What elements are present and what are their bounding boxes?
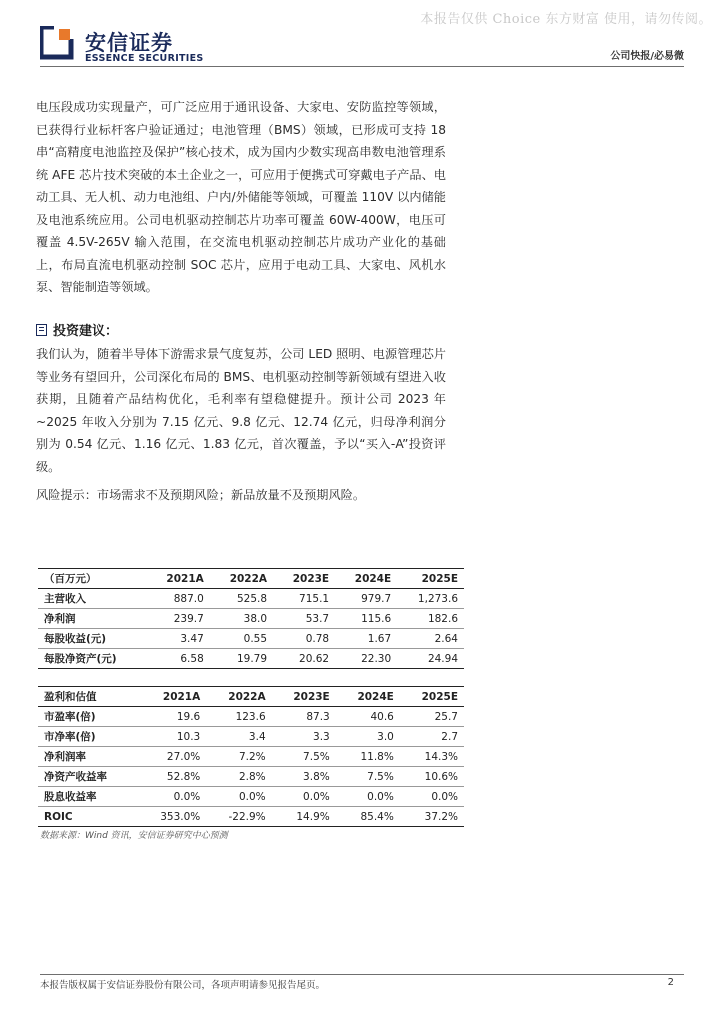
table-header-cell: 2021A [166,572,204,585]
table-row [38,767,464,787]
table-header-cell: （百万元） [44,573,97,585]
table-cell: 40.6 [370,710,394,723]
page-number: 2 [667,977,674,988]
table-cell: 19.6 [176,710,201,723]
table-cell: 3.47 [180,632,204,645]
table-cell: 52.8% [166,770,201,783]
table-header-row [38,569,464,589]
row-label: 主营收入 [44,593,86,605]
table-cell: 24.94 [427,652,458,665]
table-cell: 7.5% [367,770,394,783]
table-cell: 19.79 [236,652,268,665]
row-label: 市盈率(倍) [44,711,96,723]
body-paragraph-1: 电压段成功实现量产，可广泛应用于通讯设备、大家电、安防监控等领域，已获得行业标杆客户验证通过；电池管理（BMS）领域，已形成可支持 18 串“高精度电池监控及保护”核心技术，成为国内少数实现高串数电池管理系统 AFE 芯片技术突破的本土企业之一，可应用于便携式可穿戴电子产品、电动工具、无人机、动力电池组、户内/外储能等领域，可覆盖 110V 以内储能及电池系统应用。公司电机驱动控制芯片功率可覆盖 60W-400W，电压可覆盖 4.5V-265V 输入范围，在交流电机驱动控制芯片成功产业化的基础上，布局直流电机驱动控制 SOC 芯片，应用于电动工具、大家电、风机水泵、智能制造等领域。 [36,100,446,294]
row-label: 市净率(倍) [44,731,96,743]
table-cell: 2.64 [434,632,458,645]
table-cell: 10.3 [176,730,201,743]
row-label: 每股收益(元) [44,633,107,645]
brand-logo [40,26,260,66]
brand-name-en: ESSENCE SECURITIES [85,53,204,64]
table-cell: 7.2% [238,750,266,763]
table-cell: 11.8% [360,750,394,763]
table-cell: 27.0% [166,750,201,763]
header-divider [40,66,684,67]
table-header-cell: 2023E [292,572,330,585]
table-cell: 979.7 [361,592,392,605]
brand-logo-icon [40,26,76,62]
table-cell: 2.7 [441,730,458,743]
report-type: 公司快报/必易微 [610,51,684,62]
table-cell: 3.8% [303,770,330,783]
table-cell: 85.4% [360,810,394,823]
table-row [38,787,464,807]
table-cell: 53.7 [305,612,330,625]
table-cell: 2.8% [238,770,266,783]
row-label: 净利润率 [44,751,86,763]
table-cell: 0.0% [238,790,266,803]
table-cell: 0.55 [243,632,268,645]
table-cell: 20.62 [299,652,330,665]
table-header-cell: 2025E [421,690,458,703]
data-source-note: 数据来源：Wind 资讯，安信证券研究中心预测 [40,831,228,841]
table-row [38,747,464,767]
table-cell: 0.0% [303,790,330,803]
table-cell: -22.9% [228,810,266,823]
table-cell: 7.5% [303,750,330,763]
table-row [38,609,464,629]
watermark: 本报告仅供 Choice 东方财富 使用，请勿传阅。 [420,12,712,27]
table-row [38,807,464,827]
table-header-cell: 2023E [293,690,330,703]
table-cell: 1.67 [367,632,392,645]
risk-paragraph: 风险提示：市场需求不及预期风险；新品放量不及预期风险。 [36,488,366,502]
table-cell: 715.1 [299,592,330,605]
table-header-cell: 2025E [421,572,458,585]
table-cell: 3.4 [248,730,266,743]
table-cell: 3.3 [313,730,330,743]
table-cell: 353.0% [160,810,201,823]
table-cell: 87.3 [306,710,330,723]
table-header-cell: 2021A [162,690,201,703]
table-cell: 887.0 [173,592,204,605]
row-label: 净资产收益率 [44,771,107,783]
table-cell: 25.7 [434,710,458,723]
table-header-row [38,687,464,707]
table-cell: 239.7 [173,612,204,625]
table-cell: 10.6% [424,770,458,783]
table-cell: 182.6 [427,612,458,625]
table-cell: 37.2% [424,810,458,823]
table-row [38,727,464,747]
table-cell: 1,273.6 [417,592,458,605]
row-label: ROIC [44,810,73,823]
table-row [38,629,464,649]
section-list-icon [36,324,47,336]
table-cell: 0.0% [431,790,458,803]
table-row [38,707,464,727]
brand-name-cn: 安信证券 [85,31,173,55]
section-heading [36,320,118,339]
footer-disclaimer: 本报告版权属于安信证券股份有限公司，各项声明请参见报告尾页。 [40,980,326,991]
table-header-cell: 盈利和估值 [44,691,97,703]
table-cell: 14.3% [424,750,458,763]
table-row [38,649,464,669]
table-cell: 3.0 [377,730,394,743]
row-label: 股息收益率 [44,791,97,803]
table-header-cell: 2022A [228,690,266,703]
table-cell: 6.58 [180,652,204,665]
row-label: 每股净资产(元) [44,653,117,665]
financial-table [38,568,464,669]
table-cell: 115.6 [361,612,392,625]
table-header-cell: 2024E [357,690,394,703]
table-cell: 123.6 [235,710,266,723]
row-label: 净利润 [44,613,76,625]
table-cell: 22.30 [361,652,392,665]
footer-divider [40,974,684,975]
table-header-cell: 2024E [354,572,392,585]
table-cell: 525.8 [236,592,268,605]
table-row [38,589,464,609]
investment-paragraph: 我们认为，随着半导体下游需求景气度复苏，公司 LED 照明、电源管理芯片等业务有望回升，公司深化布局的 BMS、电机驱动控制等新领域有望进入收获期，且随着产品结构优化，毛利率有望稳健提升。预计公司 2023 年~2025 年收入分别为 7.15 亿元、9.8 亿元、12.74 亿元，归母净利润分别为 0.54 亿元、1.16 亿元、1.83 亿元，首次覆盖，予以“买入-A”投资评级。 [36,347,446,474]
table-cell: 0.0% [367,790,394,803]
table-header-cell: 2022A [229,572,268,585]
table-cell: 0.0% [173,790,201,803]
table-cell: 0.78 [305,632,330,645]
section-title: 投资建议： [53,324,119,339]
valuation-table [38,686,464,827]
table-cell: 14.9% [296,810,330,823]
table-cell: 38.0 [243,612,268,625]
